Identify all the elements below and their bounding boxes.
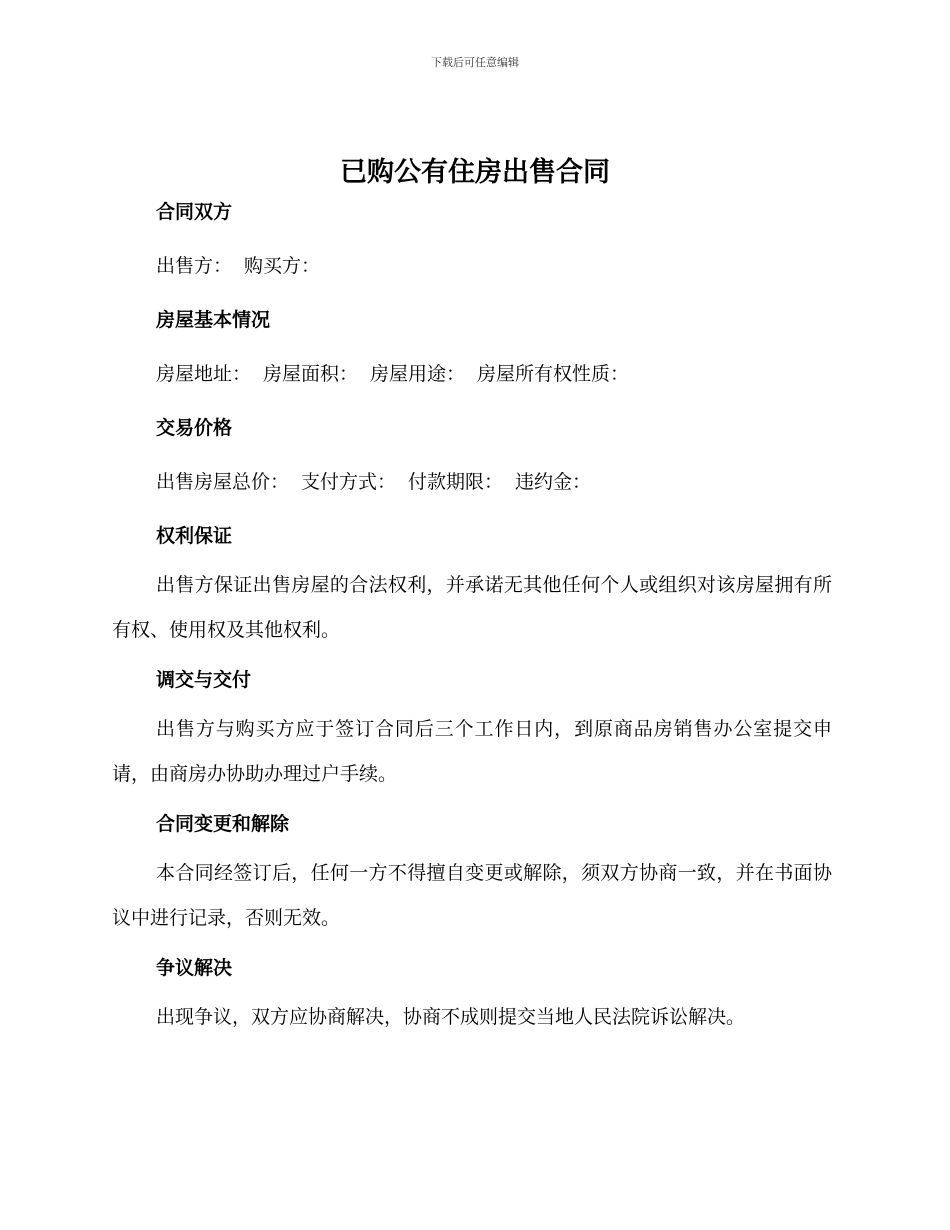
field-house-usage: 房屋用途： (370, 363, 466, 385)
price-fields (112, 466, 832, 498)
field-penalty: 违约金： (515, 471, 592, 493)
section-heading-dispute: 争议解决 (156, 957, 233, 979)
header-note: 下载后可任意编辑 (431, 56, 519, 69)
section-heading-house: 房屋基本情况 (156, 309, 271, 331)
house-fields (112, 358, 832, 390)
field-house-address: 房屋地址： (156, 363, 252, 385)
parties-fields (112, 250, 832, 282)
document-title: 已购公有住房出售合同 (340, 157, 610, 188)
document-body (112, 196, 832, 1051)
section-heading-change: 合同变更和解除 (156, 813, 290, 835)
field-house-area: 房屋面积： (263, 363, 359, 385)
field-payment-term: 付款期限： (408, 471, 504, 493)
section-text-change: 本合同经签订后，任何一方不得擅自变更或解除，须双方协商一致，并在书面协议中进行记录，否则无效。 (112, 862, 832, 929)
field-buyer: 购买方： (244, 255, 321, 277)
field-total-price: 出售房屋总价： (156, 471, 290, 493)
field-seller: 出售方： (156, 255, 233, 277)
section-heading-delivery: 调交与交付 (156, 669, 252, 691)
section-heading-rights: 权利保证 (156, 525, 233, 547)
field-payment-method: 支付方式： (301, 471, 397, 493)
section-heading-parties: 合同双方 (156, 201, 233, 223)
section-text-rights: 出售方保证出售房屋的合法权利，并承诺无其他任何个人或组织对该房屋拥有所有权、使用权及其他权利。 (112, 574, 832, 641)
section-heading-price: 交易价格 (156, 417, 233, 439)
section-text-delivery: 出售方与购买方应于签订合同后三个工作日内，到原商品房销售办公室提交申请，由商房办协助办理过户手续。 (112, 718, 832, 785)
section-text-dispute: 出现争议，双方应协商解决，协商不成则提交当地人民法院诉讼解决。 (156, 1006, 746, 1028)
field-house-ownership: 房屋所有权性质： (477, 363, 630, 385)
